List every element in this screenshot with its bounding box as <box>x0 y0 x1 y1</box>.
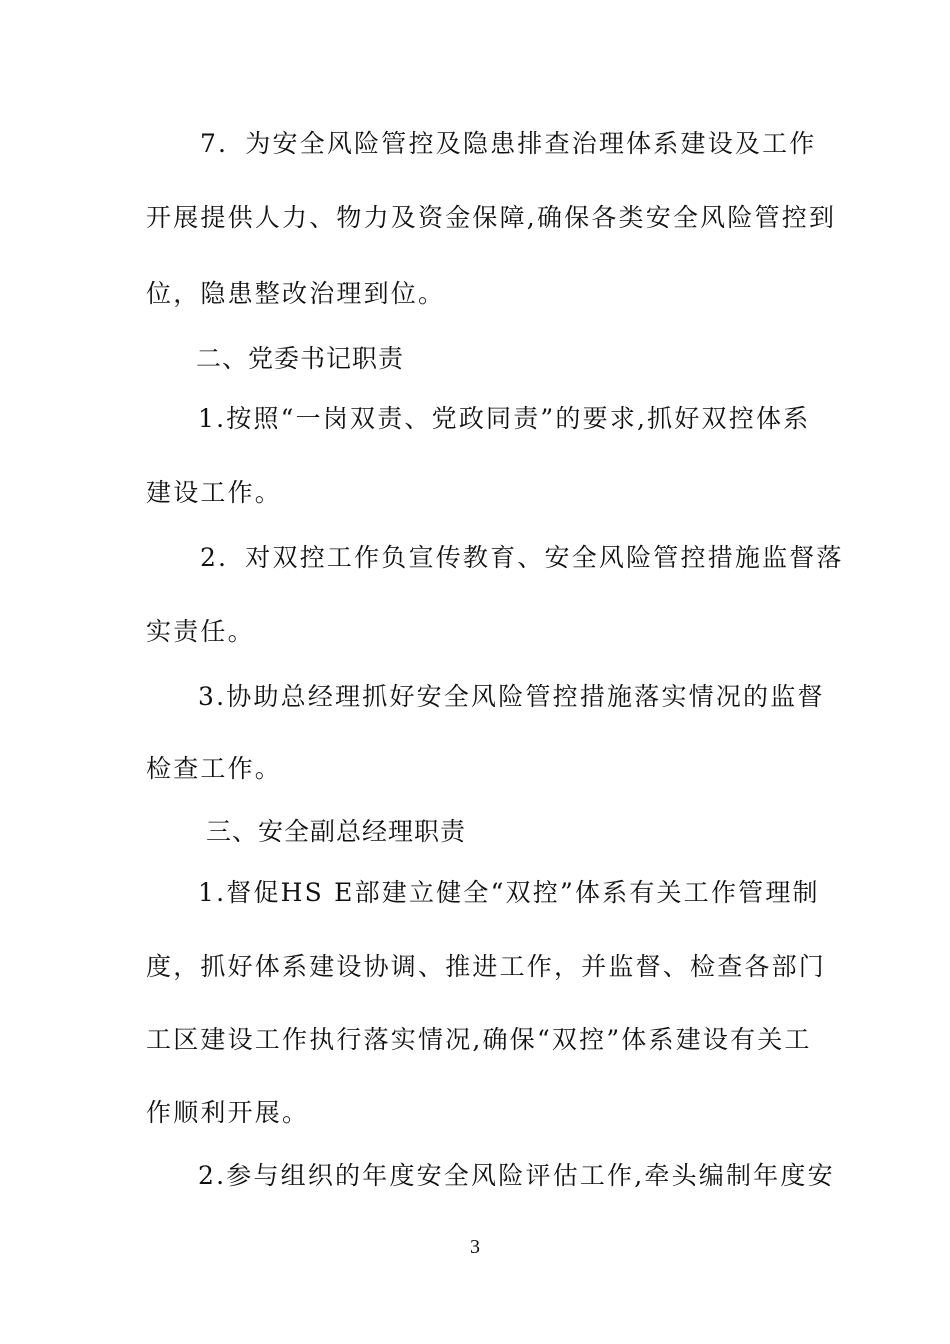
paragraph-line: 度，抓好体系建设协调、推进工作，并监督、检查各部门 <box>146 952 827 981</box>
paragraph-line: 7．为安全风险管控及隐患排查治理体系建设及工作 <box>200 129 817 158</box>
paragraph-line: 开展提供人力、物力及资金保障,确保各类安全风险管控到 <box>146 203 837 232</box>
paragraph-line: 实责任。 <box>146 617 255 646</box>
paragraph-line: 1.督促HS E部建立健全“双控”体系有关工作管理制 <box>198 878 820 907</box>
section-heading-party-secretary: 二、党委书记职责 <box>196 344 405 373</box>
page-number: 3 <box>470 1236 480 1258</box>
paragraph-line: 建设工作。 <box>146 478 283 507</box>
paragraph-line: 1.按照“一岗双责、党政同责”的要求,抓好双控体系 <box>198 404 811 433</box>
paragraph-line: 检查工作。 <box>146 754 283 783</box>
paragraph-line: 2.参与组织的年度安全风险评估工作,牵头编制年度安 <box>198 1161 835 1190</box>
paragraph-line: 2．对双控工作负宣传教育、安全风险管控措施监督落 <box>200 543 844 572</box>
paragraph-line: 作顺利开展。 <box>146 1098 310 1127</box>
paragraph-line: 工区建设工作执行落实情况,确保“双控”体系建设有关工 <box>146 1025 812 1054</box>
section-heading-safety-deputy: 三、安全副总经理职责 <box>206 817 467 846</box>
paragraph-line: 位，隐患整改治理到位。 <box>146 279 446 308</box>
paragraph-line: 3.协助总经理抓好安全风险管控措施落实情况的监督 <box>198 682 825 711</box>
